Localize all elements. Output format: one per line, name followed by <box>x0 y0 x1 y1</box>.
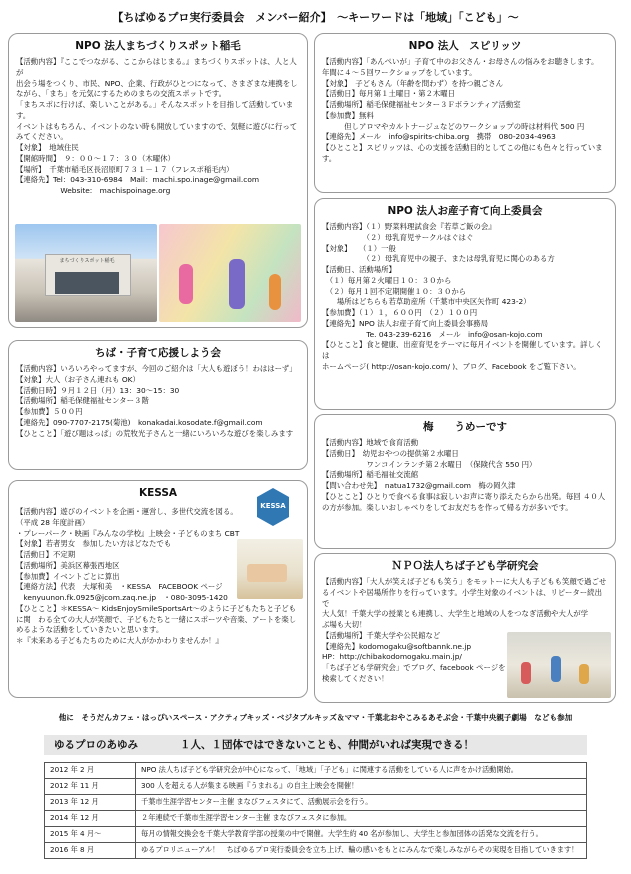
detail-line: kenyuunon.fk.0925@jcom.zaq.ne.jp ・080-3095-1420 <box>16 593 228 603</box>
detail-line: 【活動場所】稲毛保健福祉センター３階 <box>16 396 149 406</box>
mural-photo <box>159 224 301 322</box>
history-row <box>45 763 587 779</box>
history-table <box>44 762 587 859</box>
history-row <box>45 779 587 795</box>
detail-line: 大人気！千葉大学の授業とも連携し、大学生と地域の人をつなぎ活動や大人が学 <box>322 609 589 619</box>
detail-line: 【活動場所】千葉大学や公民館など <box>322 630 441 640</box>
ume-details <box>322 438 608 513</box>
org-name-ume: 梅 うめーです <box>423 421 507 433</box>
osanko-details <box>322 222 608 372</box>
kessa-logo <box>255 487 291 527</box>
history-text: ２年連続で千葉市生涯学習センター主催 まなびフェスタに参加。 <box>136 811 587 827</box>
detail-line: 【参加費】イベントごとに算出 <box>16 571 120 581</box>
detail-line: （平成 28 年度計画） <box>16 517 90 527</box>
ayumi-tagline: １人、１団体ではできないことも、仲間がいれば実現できる！ <box>180 739 474 751</box>
org-name-osanko: NPO 法人お産子育て向上委員会 <box>387 205 543 217</box>
card-chiba-kosodate <box>8 340 308 470</box>
detail-line: 年間に４～５回ワークショップをしています。 <box>322 67 477 77</box>
detail-line: 【参加費】（１）１，６００円 （２）１００円 <box>322 308 478 318</box>
detail-line: 出会う場をつくり、市民、NPO、企業、行政がひとつになって、さまざまな連携をし <box>16 78 298 88</box>
history-row <box>45 795 587 811</box>
detail-line: 【対象】若者男女 参加したい方はどなたでも <box>16 539 172 549</box>
history-text: 毎月の情報交換会を千葉大学教育学部の授業の中で開催。大学生約 40 名が参加し、大学生と参加団体の活発な交流を行う。 <box>136 827 587 843</box>
detail-line: 【活動内容】（１）野菜料理試食会『若草ご飯の会』 <box>322 222 496 232</box>
detail-line: ＊『未来ある子どもたちのために大人がかかわりませんか！』 <box>16 636 223 646</box>
detail-line: ながら、「まち」を元気にするためのまちの交流スポットです。 <box>16 89 227 99</box>
detail-line: 「ちば子ども学研究会」でブログ、facebook ページを <box>322 663 506 673</box>
detail-line: 【開館時間】 ９：００～１７：３０（木曜休） <box>16 153 175 163</box>
detail-line: HP：http://chibakodomogaku.main.jp/ <box>322 652 462 662</box>
history-date: 2012 年 11 月 <box>45 779 136 795</box>
detail-line: 【活動日】 幼児おやつの提供第２水曜日 <box>322 448 459 458</box>
detail-line: Website: machispoinage.org <box>16 186 171 196</box>
detail-line: 【問い合わせ先】 natua1732@gmail.com 梅の岡久津 <box>322 481 516 491</box>
detail-line: 【活動日】不定期 <box>16 550 76 560</box>
history-text: 千葉市生涯学習センター主催 まなびフェスタにて、活動展示会を行う。 <box>136 795 587 811</box>
detail-line: 【連絡先】メール info@spirits-chiba.org 携帯 080-2034-4963 <box>322 132 556 142</box>
history-row <box>45 811 587 827</box>
detail-line: 【ひとこと】ひとりで食べる食事は寂しいお声に寄り添えたらから出発。毎回 ４０人 <box>322 491 606 501</box>
building-sign: まちづくりスポット稲毛 <box>59 258 115 264</box>
detail-line: Te. 043-239-6216 メール info@osan-kojo.com <box>322 329 543 339</box>
detail-line: 【ひとこと】スピリッツは、心の支援を活動目的としてこの他にも色々と行っています。 <box>322 143 603 163</box>
chiba-kosodate-details <box>16 364 300 439</box>
card-kessa <box>8 480 308 698</box>
detail-line: 場所はどちらも若草助産所（千葉市中央区矢作町 423-2） <box>322 297 531 307</box>
org-name-machizukuri: NPO 法人まちづくりスポット稲毛 <box>75 40 241 52</box>
detail-line: 【活動場所】稲毛保健福祉センター３Ｆボランティア活動室 <box>322 100 521 110</box>
detail-line: ・プレーパーク・映画『みんなの学校』上映会・子どものまち CBT <box>16 528 240 538</box>
kessa-logo-text: KESSA <box>260 502 286 510</box>
spirits-details <box>322 57 608 164</box>
detail-line: 【対象】大人（お子さん連れも OK） <box>16 374 140 384</box>
detail-line: るイベントや居場所作りを行っています。小学生対象のイベントは、リピーター続出で <box>322 587 602 608</box>
detail-line: 但しアロマやカルトナージュなどのワークショップの時は材料代 500 円 <box>322 121 585 131</box>
org-name-kessa: KESSA <box>138 487 178 499</box>
building-photo <box>15 224 157 322</box>
history-date: 2014 年 12 月 <box>45 811 136 827</box>
history-date: 2015 年 4 月～ <box>45 827 136 843</box>
detail-line: 【活動日、活動場所】 <box>322 265 396 275</box>
history-date: 2012 年 2 月 <box>45 763 136 779</box>
org-name-kodomogaku: ＮＰＯ法人ちば子ども学研究会 <box>391 560 539 572</box>
detail-line: （２）母乳育児中の親子、または母乳育児に関心のある方 <box>322 254 555 264</box>
detail-line: 【参加費】５００円 <box>16 407 83 417</box>
detail-line: 【連絡方法】代表 大塚和美 ・KESSA FACEBOOK ページ <box>16 582 223 592</box>
detail-line: 【ひとこと】＊KESSA～ KidsEnjoySmileSportsArt～のように子どもたちと子ども <box>16 603 297 613</box>
detail-line: イベントはもちろん、イベントのない時も開放していますので、気軽に遊びに行って <box>16 121 298 131</box>
detail-line: 【場所】 千葉市稲毛区長沼原町７３１－１７（フレスポ稲毛内） <box>16 164 234 174</box>
detail-line: 【活動場所】美浜区幕張西地区 <box>16 560 120 570</box>
detail-line: 【連絡先】Tel：043-310-6984 Mail：machi.spo.inage@gmail.com <box>16 175 260 185</box>
detail-line: の方が参加。楽しいおしゃべりをしてお友だちを作って帰る方が多いです。 <box>322 502 573 512</box>
history-text: ゆるプロリニューアル！ ちばゆるプロ実行委員会を立ち上げ、輪の感いをもとにみんなで楽しみながらその実現を目指していきます！ <box>136 843 587 859</box>
detail-line: 【活動内容】遊びのイベントを企画・運営し、多世代交流を図る。 <box>16 507 238 517</box>
ayumi-label: ゆるプロのあゆみ <box>54 739 138 751</box>
card-osanko <box>314 198 616 410</box>
card-ume <box>314 414 616 549</box>
detail-line: ぶ場も大切！ <box>322 620 367 630</box>
detail-line: ワンコインランチ第２水曜日 （保険代含 550 円） <box>322 459 537 469</box>
page-title: 【ちばゆるプロ実行委員会 メンバー紹介】 ～キーワードは「地域」「こども」～ <box>112 11 519 24</box>
detail-line: （２）母乳育児サークルはぐはぐ <box>322 232 474 242</box>
detail-line: （２）毎月１回不定期開催１０：３０から <box>322 286 467 296</box>
detail-line: 【ひとこと】「遊び題はっぱ」の荒牧光子さんと一緒にいろいろな遊びを楽しみます <box>16 428 294 438</box>
detail-line: 【活動内容】『ここでつながる、ここからはじまる。』まちづくりスポットは、人と人が <box>16 57 297 77</box>
detail-line: めるような活動をしていきたいと思います。 <box>16 625 164 635</box>
org-name-spirits: NPO 法人 スピリッツ <box>408 40 522 52</box>
detail-line: 【対象】 子どもさん（年齢を問わず）を持つ親ごさん <box>322 78 504 88</box>
detail-line: 【対象】 （１）一般 <box>322 243 396 253</box>
other-participants: 他に そうだんカフェ・はっぴいスペース・アクティブキッズ・ベジタブルキッズ＆ママ・千葉北おやこみるあそぶ会・千葉中央親子劇場 なども参加 <box>58 713 573 722</box>
history-text: NPO 法人ちば子ども学研究会が中心になって、「地域」「子ども」に関連する活動をしている人に声をかけ活動開始。 <box>136 763 587 779</box>
org-name-chiba-kosodate: ちば・子育て応援しよう会 <box>95 347 221 359</box>
history-row <box>45 827 587 843</box>
detail-line: （１）毎月第２火曜日１０：３０から <box>322 275 452 285</box>
detail-line: 【連絡先】NPO 法人お産子育て向上委員会事務局 <box>322 318 488 328</box>
detail-line: 【活動日】毎月第１土曜日・第２木曜日 <box>322 89 456 99</box>
detail-line: 【活動場所】稲毛福祉交流館 <box>322 470 419 480</box>
history-date: 2016 年 8 月 <box>45 843 136 859</box>
history-date: 2013 年 12 月 <box>45 795 136 811</box>
detail-line: 【連絡先】090-7707-2175(菊池) konakadai.kosodate.f@gmail.com <box>16 417 263 427</box>
detail-line: に関 わる全ての大人が笑顔で、子どもたちと一緒にスポーツや音楽、アートを楽し <box>16 614 297 624</box>
kessa-room-photo <box>237 539 303 599</box>
detail-line: 【活動内容】「あんぺいが」子育て中のお父さん・お母さんの悩みをお聴きします。 <box>322 57 599 67</box>
card-spirits <box>314 33 616 193</box>
history-row <box>45 843 587 859</box>
detail-line: 【活動日時】９月１２日（月）13：30～15：30 <box>16 385 180 395</box>
kodomogaku-photo <box>507 632 611 698</box>
detail-line: 「まちスポに行けば、楽しいことがある。」そんなスポットを目指して活動しています。 <box>16 100 294 120</box>
detail-line: 【活動内容】いろいろやってますが、今回のご紹介は「大人も遊ぼう！わははーず」 <box>16 364 297 374</box>
detail-line: 【ひとこと】食と健康、出産育児をテーマに毎月イベントを開催しています。詳しくは <box>322 340 603 361</box>
detail-line: ホームページ( http://osan-kojo.com/ )、ブログ、Facebook をご覧下さい。 <box>322 361 581 371</box>
detail-line: 【活動内容】地域で食育活動 <box>322 438 419 448</box>
detail-line: 【活動内容】「大人が笑えば子どもも笑う」をモットーに大人も子どもも笑顔で過ごせ <box>322 577 607 587</box>
detail-line: 【連絡先】kodomogaku@softbannk.ne.jp <box>322 641 472 651</box>
history-text: 300 人を超える人が集まる映画『うまれる』の自主上映会を開催！ <box>136 779 587 795</box>
card-machizukuri <box>8 33 308 328</box>
detail-line: 【対象】 地域住民 <box>16 143 79 153</box>
detail-line: みてください。 <box>16 132 68 142</box>
detail-line: 検索してください！ <box>322 673 389 683</box>
machizukuri-details <box>16 57 300 197</box>
card-kodomogaku <box>314 553 616 703</box>
detail-line: 【参加費】無料 <box>322 110 374 120</box>
